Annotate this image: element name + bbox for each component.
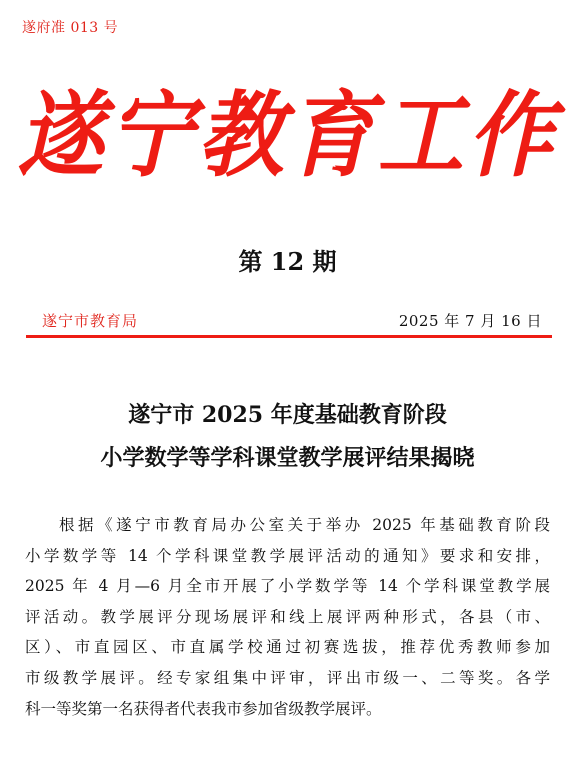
body-line: 评活动。教学展评分现场展评和线上展评两种形式，各县（市、 bbox=[25, 607, 550, 626]
issue-number: 第 12 期 bbox=[238, 247, 337, 276]
publish-date: 2025 年 7 月 16 日 bbox=[398, 312, 542, 330]
body-line: 区）、市直园区、市直属学校通过初赛选拔，推荐优秀教师参加 bbox=[25, 638, 550, 657]
red-divider bbox=[26, 335, 552, 338]
document-number: 遂府准 013 号 bbox=[22, 20, 119, 36]
article-title-line-1: 遂宁市 2025 年度基础教育阶段 bbox=[128, 402, 447, 428]
issuer-name: 遂宁市教育局 bbox=[42, 312, 139, 330]
body-line: 科一等奖第一名获得者代表我市参加省级教学展评。 bbox=[25, 699, 382, 718]
masthead-title: 遂宁教育工作 bbox=[17, 80, 558, 190]
issuer-date-row bbox=[28, 310, 548, 334]
article-title-line-2: 小学数学等学科课堂教学展评结果揭晓 bbox=[100, 445, 475, 471]
body-line: 2025 年 4 月—6 月全市开展了小学数学等 14 个学科课堂教学展 bbox=[25, 577, 550, 596]
article-body bbox=[25, 510, 550, 724]
body-line: 小学数学等 14 个学科课堂教学展评活动的通知》要求和安排， bbox=[25, 546, 550, 565]
body-line: 根据《遂宁市教育局办公室关于举办 2025 年基础教育阶段 bbox=[59, 516, 550, 534]
body-line: 市级教学展评。经专家组集中评审，评出市级一、二等奖。各学 bbox=[25, 668, 550, 687]
